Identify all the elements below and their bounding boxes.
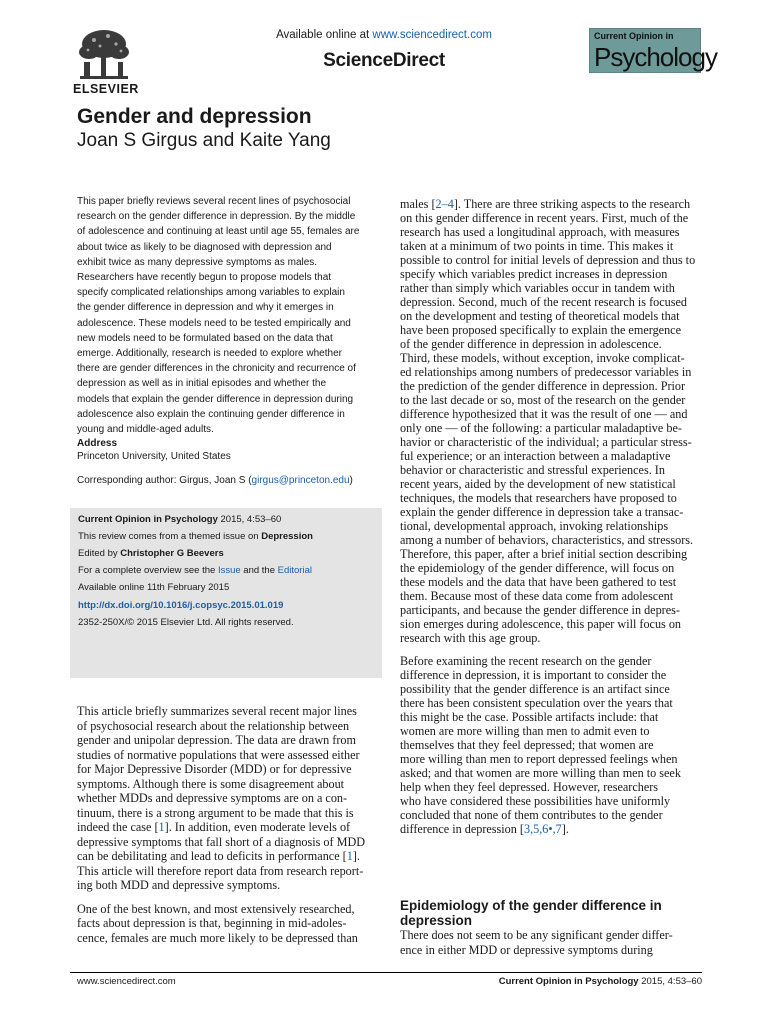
available-prefix: Available online at — [276, 29, 373, 41]
text-line: explain the gender difference in depression take a transac- — [400, 505, 684, 519]
section-heading-line: depression — [400, 913, 473, 928]
journal-logo-top: Current Opinion in — [594, 31, 674, 41]
sciencedirect-link[interactable]: www.sciencedirect.com — [372, 29, 492, 41]
text-line: of psychosocial research about the relationship between — [77, 718, 350, 733]
text-line: adolescence also explain the continuing gender difference in — [77, 408, 345, 420]
text-line: recent years, aided by the development of new statistical — [400, 477, 676, 491]
text-line: ing both MDD and depressive symptoms. — [77, 878, 281, 892]
footer-website[interactable]: www.sciencedirect.com — [77, 976, 176, 987]
text-line: indeed the case [1]. In addition, even moderate levels of — [77, 820, 351, 834]
text-line: asked; and that women are more willing than men to seek — [400, 766, 681, 781]
text-line: the prediction of the gender difference in depression. Prior — [400, 379, 686, 393]
info-available: Available online 11th February 2015 — [78, 582, 230, 593]
publisher-wordmark: ELSEVIER — [73, 82, 139, 96]
info-edited-prefix: Edited by — [78, 548, 121, 559]
info-journal — [78, 514, 281, 525]
text-line: gender and unipolar depression. The data are drawn from — [77, 733, 356, 747]
text-line: rather than simply which variables occur in tandem with — [400, 281, 675, 295]
text-line: cence, females are much more likely to be depressed than — [77, 930, 358, 945]
text-line: more willing than men to report depressed feelings when — [400, 752, 678, 767]
doi-link[interactable]: http://dx.doi.org/10.1016/j.copsyc.2015.01.019 — [78, 600, 284, 611]
text-line: studies of normative populations that were assessed either — [77, 747, 360, 762]
journal-logo — [589, 28, 717, 73]
text-line: difference in depression [3,5,6•,7]. — [400, 822, 569, 837]
text-line: to the last decade or so, most of the research on the gender — [400, 393, 686, 407]
text-line: techniques, the models that researchers have proposed to — [400, 491, 677, 505]
text-line: of adolescence and continuing at least until age 55, females are — [77, 226, 360, 238]
text-line: sion emerges during adolescence, this paper will focus on — [400, 617, 682, 631]
text-line: research has used a longitudinal approach, with measures — [400, 225, 680, 239]
text-line: Before examining the recent research on the gender — [400, 654, 652, 669]
text-line: ed relationships among numbers of predecessor variables in — [400, 365, 692, 379]
text-line: difference hypothesized that it was the result of one — and — [400, 407, 688, 421]
info-edited — [78, 548, 224, 559]
text-line: about twice as likely to be diagnosed with depression and — [77, 241, 332, 253]
article-title: Gender and depression — [77, 105, 312, 128]
info-editor: Christopher G Beevers — [120, 548, 224, 559]
email-link[interactable]: girgus@princeton.edu — [251, 475, 350, 486]
info-themed-topic: Depression — [261, 531, 313, 542]
info-overview — [78, 565, 312, 576]
article-authors: Joan S Girgus and Kaite Yang — [77, 130, 331, 151]
text-line: research on the gender difference in depression. By the middle — [77, 211, 356, 223]
text-line: havior or characteristic of the individual; a particular stress- — [400, 435, 692, 449]
text-line: ence in either MDD or depressive symptoms during — [400, 942, 653, 957]
text-line: these models and the data that have been gathered to test — [400, 575, 677, 589]
text-line: This article will therefore report data from research report- — [77, 863, 364, 878]
text-line: new models need to be formulated based on the data that — [77, 332, 333, 344]
footer-journal: Current Opinion in Psychology — [498, 976, 639, 987]
address-value: Princeton University, United States — [77, 451, 231, 462]
text-line: whether MDDs and depressive symptoms are on a con- — [77, 791, 348, 805]
text-line: There does not seem to be any significant gender differ- — [400, 928, 673, 942]
text-line: young and middle-aged adults. — [77, 424, 214, 435]
text-line: symptoms. Although there is some disagreement about — [77, 776, 345, 791]
text-line: on this gender difference in recent years. First, much of the — [400, 211, 689, 225]
text-line: males [2–4]. There are three striking aspects to the research — [400, 197, 691, 211]
text-line: there are gender differences in the chronicity and recurrence of — [77, 363, 356, 375]
text-line: participants, and because the gender difference in depres- — [400, 603, 680, 617]
text-line: research with this age group. — [400, 631, 541, 645]
footer-citation — [499, 976, 702, 987]
text-line: Third, these models, without exception, invoke complicat- — [400, 351, 685, 365]
platform-title: ScienceDirect — [323, 50, 445, 71]
text-line: themselves that they feel depressed; that women are — [400, 738, 654, 753]
info-overview-prefix: For a complete overview see the — [78, 565, 218, 576]
text-line: only one — of the following: a particular maladaptive be- — [400, 421, 682, 435]
text-line: emerge. Additionally, research is needed to explore whether — [77, 348, 342, 359]
text-line: specify complicated relationships among variables to explain — [77, 287, 345, 299]
text-line: specify which variables predict increases in depression — [400, 267, 668, 281]
text-line: possible to control for initial levels of depression and thus to — [400, 253, 696, 267]
text-line: This article briefly summarizes several recent major lines — [77, 704, 357, 718]
text-line: ful experience; or an interaction between a maladaptive — [400, 449, 671, 463]
issue-link[interactable]: Issue — [217, 565, 241, 576]
info-journal-name: Current Opinion in Psychology — [78, 514, 218, 525]
text-line: on the development and testing of theoretical models that — [400, 309, 680, 323]
text-line: help when they feel depressed. However, researchers — [400, 780, 659, 795]
text-line: women are more willing than men to admit even to — [400, 724, 650, 739]
text-line: depressive symptoms that fall short of a diagnosis of MDD — [77, 834, 366, 849]
info-themed-prefix: This review comes from a themed issue on — [78, 531, 262, 542]
text-line: exhibit twice as many depressive symptoms as males. — [77, 256, 318, 268]
footer-ref: 2015, 4:53–60 — [638, 976, 702, 987]
article-info-box — [70, 508, 382, 678]
info-copyright: 2352-250X/© 2015 Elsevier Ltd. All rights reserved. — [78, 617, 294, 628]
text-line: concluded that none of them contributes to the gender — [400, 808, 663, 823]
corresponding-author — [77, 475, 353, 486]
info-journal-ref: 2015, 4:53–60 — [217, 514, 282, 525]
text-line: this might be the case. Possible artifacts include: that — [400, 710, 659, 725]
text-line: facts about depression is that, beginning in mid-adoles- — [77, 916, 347, 931]
text-line: tinuum, there is a strong argument to be made that this is — [77, 805, 354, 820]
text-line: of the gender difference in depression in adolescence. — [400, 337, 662, 351]
text-line: possibility that the gender difference is an artifact since — [400, 682, 670, 697]
text-line: the gender difference in depression and why it emerges in — [77, 302, 334, 314]
corresponding-prefix: Corresponding author: Girgus, Joan S ( — [77, 475, 252, 486]
text-line: adolescence. These models need to be tested empirically and — [77, 317, 351, 329]
text-line: can be debilitating and lead to deficits in performance [1]. — [77, 849, 360, 863]
journal-logo-main: Psychology — [594, 42, 717, 72]
text-line: difference in depression, it is important to consider the — [400, 668, 667, 683]
text-line: have been proposed specifically to explain the emergence — [400, 323, 681, 337]
text-line: One of the best known, and most extensively researched, — [77, 901, 355, 916]
text-line: among a number of behaviors, characteristics, and stressors. — [400, 533, 694, 547]
text-line: taken at a minimum of two points in time. This makes it — [400, 239, 674, 253]
text-line: there has been consistent speculation over the years that — [400, 696, 673, 711]
info-themed — [78, 531, 313, 542]
text-line: who have considered these possibilities have uniformly — [400, 794, 671, 809]
text-line: behavior or characteristic and stressful experiences. In — [400, 463, 665, 477]
section-heading-line: Epidemiology of the gender difference in — [400, 898, 662, 913]
address-label: Address — [77, 438, 118, 449]
section-heading — [400, 898, 662, 928]
text-line: depression as well as in initial episodes and whether the — [77, 378, 327, 390]
editorial-link[interactable]: Editorial — [277, 565, 312, 576]
corresponding-suffix: ) — [349, 475, 353, 486]
text-line: Researchers have recently begun to propose models that — [77, 272, 332, 283]
text-line: them. Because most of these data come from adolescent — [400, 589, 674, 603]
text-line: tional, developmental approach, invoking relationships — [400, 519, 669, 533]
text-line: Therefore, this paper, after a brief initial section describing — [400, 547, 688, 561]
text-line: models that explain the gender difference in depression during — [77, 393, 354, 405]
info-overview-mid: and the — [240, 565, 278, 576]
text-line: depression. Second, much of the recent research is focused — [400, 295, 687, 309]
text-line: This paper briefly reviews several recent lines of psychosocial — [77, 196, 351, 207]
text-line: for Major Depressive Disorder (MDD) or for depressive — [77, 762, 352, 776]
footer-rule — [70, 972, 702, 973]
text-line: the epidemiology of the gender difference, will focus on — [400, 561, 675, 575]
